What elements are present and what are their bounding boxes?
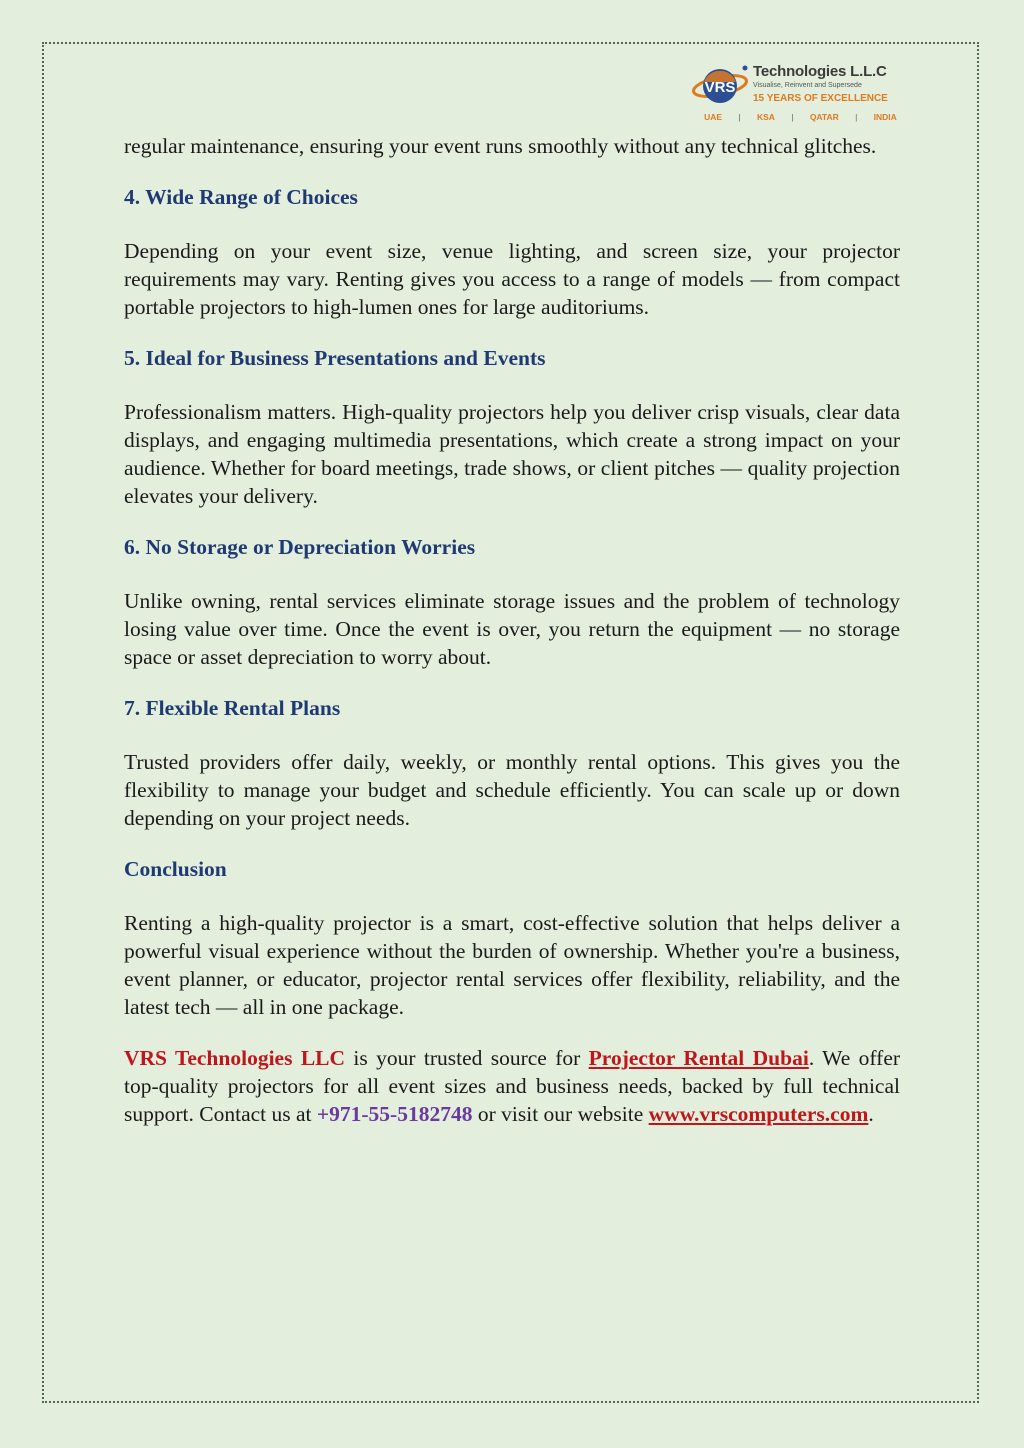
- section-body-flexible-plans: Trusted providers offer daily, weekly, or monthly rental options. This gives you the flexibility to manage your budget and schedule efficiently. You can scale up or down depending on your project needs.: [124, 750, 900, 830]
- intro-paragraph: regular maintenance, ensuring your event runs smoothly without any technical glitches.: [124, 134, 877, 158]
- section-body-no-storage: Unlike owning, rental services eliminate storage issues and the problem of technology losing value over time. Once the event is over, you return the equipment — no storage space or asset depreciation to worry about.: [124, 589, 900, 669]
- region-india: INDIA: [873, 112, 897, 122]
- vrs-globe-icon: [690, 62, 752, 114]
- section-heading-wide-range: 4. Wide Range of Choices: [124, 185, 358, 209]
- closing-text-1: is your trusted source for: [345, 1046, 589, 1070]
- section-heading-flexible-plans: 7. Flexible Rental Plans: [124, 696, 341, 720]
- closing-text-4: .: [868, 1102, 874, 1126]
- region-separator: |: [738, 112, 741, 122]
- article-content: [124, 132, 900, 1128]
- logo-badge-text: VRS: [704, 79, 736, 96]
- region-qatar: QATAR: [809, 112, 839, 122]
- section-body-conclusion: Renting a high-quality projector is a smart, cost-effective solution that helps deliver a powerful visual experience without the burden of ownership. Whether you're a business, event planner, or educator, projector rental services offer flexibility, reliability, and the latest tech — all in one package.: [124, 911, 900, 1019]
- closing-text-2: . We offer top-quality projectors for all event sizes and business needs, backed by full technical support. Contact us at: [124, 1046, 901, 1126]
- section-body-business-presentations: Professionalism matters. High-quality projectors help you deliver crisp visuals, clear data displays, and engaging multimedia presentations, which create a strong impact on your audience. Whether for board meetings, trade shows, or client pitches — quality projection elevates your delivery.: [124, 400, 900, 508]
- section-body-wide-range: Depending on your event size, venue lighting, and screen size, your projector requirements may vary. Renting gives you access to a range of models — from compact portable projectors to high-lumen ones for large auditoriums.: [124, 239, 900, 319]
- projector-rental-dubai-link[interactable]: Projector Rental Dubai: [588, 1046, 809, 1070]
- phone-number[interactable]: +971-55-5182748: [316, 1102, 473, 1126]
- company-name: VRS Technologies LLC: [124, 1046, 346, 1070]
- logo-regions: [690, 112, 905, 122]
- logo-title: Technologies L.L.C: [753, 63, 887, 80]
- section-heading-no-storage: 6. No Storage or Depreciation Worries: [124, 535, 476, 559]
- logo-text-block: [753, 64, 888, 105]
- section-heading-conclusion: Conclusion: [124, 857, 227, 881]
- region-ksa: KSA: [756, 112, 775, 122]
- section-heading-business-presentations: 5. Ideal for Business Presentations and Events: [124, 346, 546, 370]
- company-logo: [690, 60, 905, 128]
- closing-paragraph: [124, 1044, 900, 1128]
- website-link[interactable]: www.vrscomputers.com: [648, 1102, 869, 1126]
- region-uae: UAE: [704, 112, 723, 122]
- logo-tagline: Visualise, Reinvent and Supersede: [753, 82, 862, 89]
- logo-years: 15 YEARS OF EXCELLENCE: [753, 93, 888, 104]
- region-separator: |: [855, 112, 858, 122]
- closing-text-3: or visit our website: [472, 1102, 649, 1126]
- region-separator: |: [791, 112, 794, 122]
